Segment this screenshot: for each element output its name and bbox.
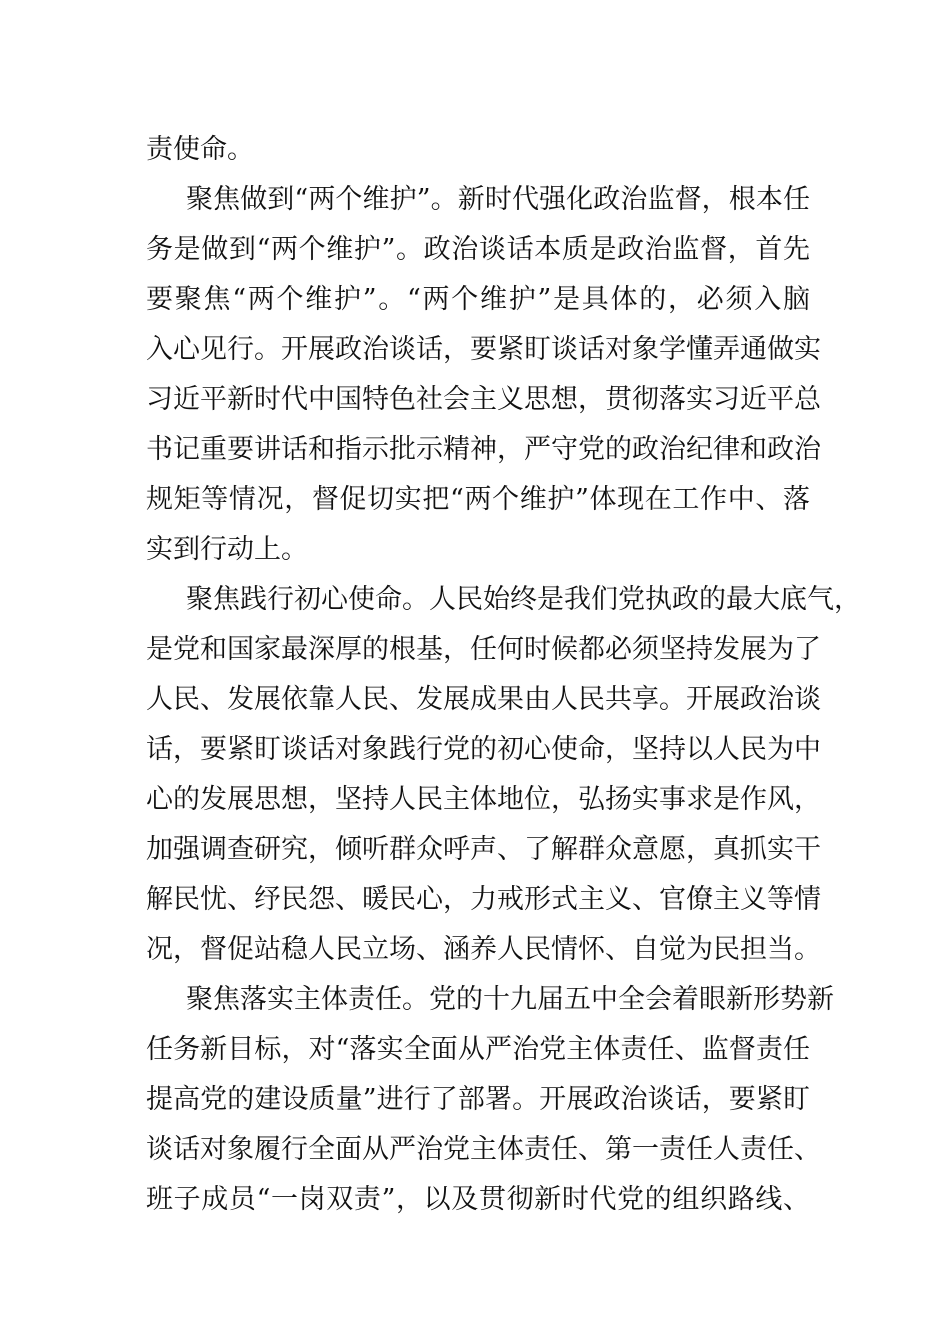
text-line: 要聚焦“两个维护”。“两个维护”是具体的，必须入脑	[146, 284, 810, 315]
text-line: 谈话对象履行全面从严治党主体责任、第一责任人责任、	[146, 1134, 821, 1165]
text-line: 实到行动上。	[146, 534, 308, 565]
text-line: 心的发展思想，坚持人民主体地位，弘扬实事求是作风，	[146, 784, 821, 815]
document-body	[146, 125, 861, 1225]
paragraph-first-line: 聚焦践行初心使命。人民始终是我们党执政的最大底气，	[186, 584, 861, 615]
text-line: 加强调查研究，倾听群众呼声、了解群众意愿，真抓实干	[146, 834, 821, 865]
paragraph-first-line: 聚焦做到“两个维护”。新时代强化政治监督，根本任	[186, 184, 810, 215]
text-line: 书记重要讲话和指示批示精神，严守党的政治纪律和政治	[146, 434, 821, 465]
text-line: 务是做到“两个维护”。政治谈话本质是政治监督，首先	[146, 234, 810, 265]
text-line: 况，督促站稳人民立场、涵养人民情怀、自觉为民担当。	[146, 934, 821, 965]
text-line: 是党和国家最深厚的根基，任何时候都必须坚持发展为了	[146, 634, 821, 665]
text-line: 话，要紧盯谈话对象践行党的初心使命，坚持以人民为中	[146, 734, 821, 765]
text-line: 入心见行。开展政治谈话，要紧盯谈话对象学懂弄通做实	[146, 334, 821, 365]
text-line: 任务新目标，对“落实全面从严治党主体责任、监督责任	[146, 1034, 810, 1065]
paragraph-first-line: 聚焦落实主体责任。党的十九届五中全会着眼新形势新	[186, 984, 834, 1015]
text-line: 责使命。	[146, 134, 254, 165]
text-line: 解民忧、纾民怨、暖民心，力戒形式主义、官僚主义等情	[146, 884, 821, 915]
text-line: 提高党的建设质量”进行了部署。开展政治谈话，要紧盯	[146, 1084, 810, 1115]
text-line: 规矩等情况，督促切实把“两个维护”体现在工作中、落	[146, 484, 810, 515]
text-line: 班子成员“一岗双责”，以及贯彻新时代党的组织路线、	[146, 1184, 810, 1215]
text-line: 人民、发展依靠人民、发展成果由人民共享。开展政治谈	[146, 684, 821, 715]
text-line: 习近平新时代中国特色社会主义思想，贯彻落实习近平总	[146, 384, 821, 415]
